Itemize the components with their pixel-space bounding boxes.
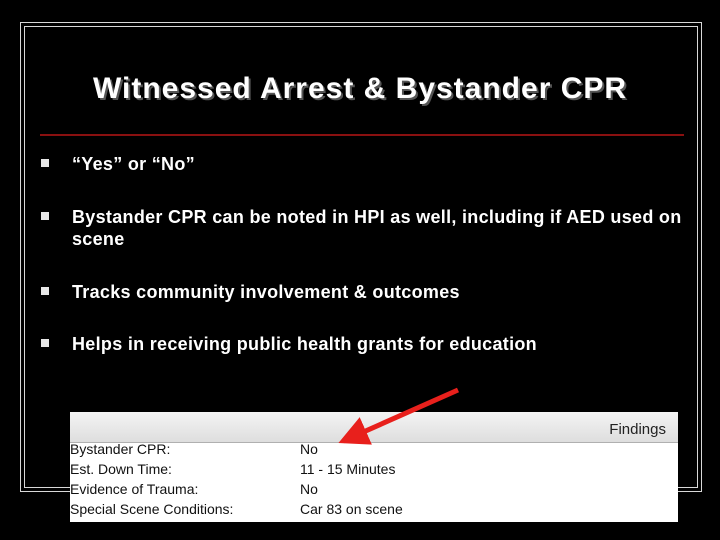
findings-value: No xyxy=(300,441,318,457)
findings-heading: Findings xyxy=(609,421,666,438)
slide-title: Witnessed Arrest & Bystander CPR xyxy=(92,72,628,105)
findings-value: 11 - 15 Minutes xyxy=(300,461,396,477)
bullet-text: Tracks community involvement & outcomes xyxy=(72,282,460,302)
findings-label: Evidence of Trauma: xyxy=(70,481,199,497)
findings-value: Car 83 on scene xyxy=(300,501,403,517)
bullet-text: Bystander CPR can be noted in HPI as well, including if AED used on scene xyxy=(72,207,682,249)
bullet-text: “Yes” or “No” xyxy=(72,154,195,174)
findings-label: Est. Down Time: xyxy=(70,461,172,477)
findings-value: No xyxy=(300,481,318,497)
findings-label: Bystander CPR: xyxy=(70,441,171,457)
bullet-text: Helps in receiving public health grants for education xyxy=(72,334,537,354)
findings-label: Special Scene Conditions: xyxy=(70,501,234,517)
